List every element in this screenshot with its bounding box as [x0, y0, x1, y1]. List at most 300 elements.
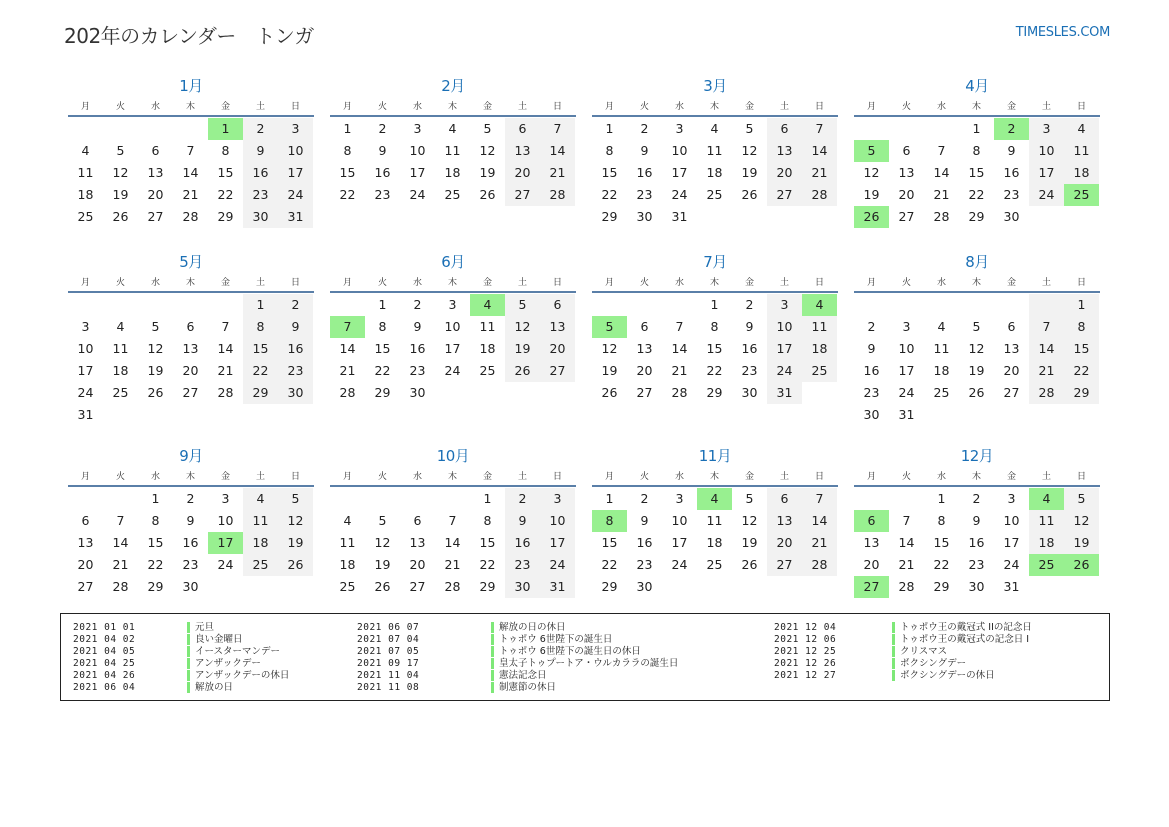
day-cell: 1 [243, 294, 278, 316]
day-cell: 12 [147, 341, 164, 356]
day-cell: 14 [671, 341, 688, 356]
day-cell: 25 [933, 385, 950, 400]
day-cell: 9 [1007, 143, 1016, 158]
day-cell: 15 [1064, 338, 1099, 360]
day-cell: 8 [710, 319, 719, 334]
empty-cell [854, 294, 889, 316]
empty-cell [1029, 294, 1064, 316]
day-cell: 29 [1064, 382, 1099, 404]
day-cell: 14 [933, 165, 950, 180]
day-cell: 29 [479, 579, 496, 594]
day-cell: 9 [278, 316, 313, 338]
day-cell: 13 [77, 535, 94, 550]
day-cell: 28 [1029, 382, 1064, 404]
weekday-label: 日 [552, 102, 562, 112]
day-cell: 12 [278, 510, 313, 532]
day-cell: 6 [767, 118, 802, 140]
day-cell: 19 [741, 165, 758, 180]
day-cell: 9 [243, 140, 278, 162]
day-cell: 19 [863, 187, 880, 202]
weekday-header [854, 273, 1100, 293]
empty-cell [924, 404, 959, 426]
day-cell: 11 [1064, 140, 1099, 162]
weekday-label: 金 [1006, 102, 1016, 112]
day-cell: 23 [505, 554, 540, 576]
day-cell: 7 [937, 143, 946, 158]
day-cell: 24 [1029, 184, 1064, 206]
day-cell: 10 [409, 143, 426, 158]
day-cell: 8 [221, 143, 230, 158]
day-cell: 28 [217, 385, 234, 400]
day-cell: 25 [802, 360, 837, 382]
day-cell: 30 [243, 206, 278, 228]
weekday-label: 土 [517, 472, 527, 482]
day-cell: 25 [479, 363, 496, 378]
page-title: 202年のカレンダー トンガ [64, 24, 314, 48]
day-cell: 19 [374, 557, 391, 572]
month-calendar [854, 75, 1100, 228]
day-cell: 13 [636, 341, 653, 356]
day-cell: 19 [1064, 532, 1099, 554]
day-cell: 20 [898, 187, 915, 202]
day-cell: 22 [601, 187, 618, 202]
day-cell: 8 [243, 316, 278, 338]
day-cell: 1 [605, 121, 614, 136]
holiday-date: 2021 12 26 [774, 657, 837, 669]
weekday-label: 火 [115, 278, 125, 288]
empty-cell [1064, 206, 1099, 228]
day-cell: 6 [540, 294, 575, 316]
day-cell: 28 [802, 554, 837, 576]
day-cell: 27 [767, 554, 802, 576]
day-cell: 18 [479, 341, 496, 356]
weekday-label: 木 [447, 472, 457, 482]
day-cell: 2 [186, 491, 195, 506]
weekday-label: 火 [639, 278, 649, 288]
day-cell: 13 [898, 165, 915, 180]
day-cell: 3 [81, 319, 90, 334]
empty-cell [103, 404, 138, 426]
empty-cell [540, 382, 575, 404]
day-cell: 16 [741, 341, 758, 356]
day-cell: 6 [81, 513, 90, 528]
day-cell: 1 [1064, 294, 1099, 316]
weekday-label: 日 [1076, 102, 1086, 112]
weekday-label: 火 [377, 278, 387, 288]
day-cell: 14 [444, 535, 461, 550]
month-title: 9月 [179, 447, 203, 465]
holiday-name: トゥポウ王の戴冠式 IIの記念日 [892, 622, 1032, 633]
weekday-label: 月 [866, 278, 876, 288]
day-cell: 7 [675, 319, 684, 334]
days-grid [68, 118, 314, 228]
day-cell: 24 [1003, 557, 1020, 572]
day-cell: 25 [339, 579, 356, 594]
day-cell: 26 [505, 360, 540, 382]
day-cell: 26 [741, 187, 758, 202]
day-cell: 17 [77, 363, 94, 378]
holiday-date: 2021 06 04 [73, 681, 136, 693]
day-cell: 19 [601, 363, 618, 378]
day-cell: 18 [444, 165, 461, 180]
day-cell: 22 [1064, 360, 1099, 382]
day-cell: 18 [933, 363, 950, 378]
month-calendar [592, 251, 838, 404]
day-cell: 6 [854, 510, 889, 532]
day-cell: 18 [1064, 162, 1099, 184]
weekday-label: 土 [255, 472, 265, 482]
day-cell: 6 [151, 143, 160, 158]
day-cell: 2 [413, 297, 422, 312]
day-cell: 20 [182, 363, 199, 378]
day-cell: 7 [540, 118, 575, 140]
empty-cell [68, 118, 103, 140]
day-cell: 3 [902, 319, 911, 334]
day-cell: 8 [151, 513, 160, 528]
weekday-header [68, 273, 314, 293]
weekday-header [854, 97, 1100, 117]
day-cell: 4 [1029, 488, 1064, 510]
day-cell: 14 [802, 510, 837, 532]
day-cell: 23 [278, 360, 313, 382]
day-cell: 24 [278, 184, 313, 206]
day-cell: 22 [706, 363, 723, 378]
weekday-header [68, 467, 314, 487]
day-cell: 4 [802, 294, 837, 316]
day-cell: 28 [671, 385, 688, 400]
day-cell: 7 [902, 513, 911, 528]
month-title: 4月 [965, 77, 989, 95]
days-grid [592, 118, 838, 228]
month-title: 12月 [960, 447, 994, 465]
holiday-date-column [73, 621, 135, 693]
day-cell: 16 [636, 165, 653, 180]
weekday-label: 土 [779, 278, 789, 288]
weekday-label: 水 [674, 102, 684, 112]
day-cell: 4 [243, 488, 278, 510]
weekday-label: 木 [185, 278, 195, 288]
day-cell: 10 [77, 341, 94, 356]
weekday-label: 金 [220, 278, 230, 288]
holiday-date-column [357, 621, 419, 693]
day-cell: 30 [863, 407, 880, 422]
weekday-label: 月 [80, 278, 90, 288]
day-cell: 5 [745, 121, 754, 136]
empty-cell [103, 488, 138, 510]
day-cell: 16 [1003, 165, 1020, 180]
weekday-label: 月 [604, 472, 614, 482]
holiday-date: 2021 12 27 [774, 669, 837, 681]
day-cell: 17 [409, 165, 426, 180]
day-cell: 3 [448, 297, 457, 312]
day-cell: 25 [77, 209, 94, 224]
holiday-name: 皇太子トゥプートア・ウルカララの誕生日 [491, 658, 678, 669]
day-cell: 26 [374, 579, 391, 594]
days-grid [68, 488, 314, 598]
day-cell: 13 [863, 535, 880, 550]
day-cell: 26 [601, 385, 618, 400]
day-cell: 29 [243, 382, 278, 404]
day-cell: 6 [640, 319, 649, 334]
empty-cell [330, 294, 365, 316]
day-cell: 13 [505, 140, 540, 162]
weekday-label: 火 [377, 472, 387, 482]
day-cell: 26 [854, 206, 889, 228]
month-title: 1月 [179, 77, 203, 95]
day-cell: 13 [147, 165, 164, 180]
empty-cell [802, 576, 837, 598]
day-cell: 23 [636, 557, 653, 572]
day-cell: 26 [147, 385, 164, 400]
day-cell: 28 [112, 579, 129, 594]
day-cell: 3 [675, 491, 684, 506]
day-cell: 9 [505, 510, 540, 532]
day-cell: 1 [937, 491, 946, 506]
weekday-label: 土 [1041, 472, 1051, 482]
empty-cell [592, 294, 627, 316]
day-cell: 7 [221, 319, 230, 334]
day-cell: 1 [483, 491, 492, 506]
month-calendar [68, 75, 314, 228]
day-cell: 25 [706, 557, 723, 572]
day-cell: 22 [933, 557, 950, 572]
day-cell: 17 [540, 532, 575, 554]
day-cell: 30 [182, 579, 199, 594]
site-logo[interactable]: TIMESLES.COM [1015, 25, 1110, 40]
day-cell: 8 [1064, 316, 1099, 338]
holiday-date: 2021 04 26 [73, 669, 136, 681]
day-cell: 1 [208, 118, 243, 140]
day-cell: 14 [112, 535, 129, 550]
holiday-date: 2021 04 02 [73, 633, 136, 645]
day-cell: 14 [540, 140, 575, 162]
day-cell: 15 [339, 165, 356, 180]
day-cell: 12 [968, 341, 985, 356]
day-cell: 21 [217, 363, 234, 378]
day-cell: 31 [767, 382, 802, 404]
day-cell: 10 [898, 341, 915, 356]
day-cell: 3 [767, 294, 802, 316]
holiday-list [60, 613, 1110, 701]
weekday-label: 土 [779, 102, 789, 112]
empty-cell [767, 576, 802, 598]
day-cell: 13 [182, 341, 199, 356]
holiday-date: 2021 06 07 [357, 621, 420, 633]
day-cell: 12 [741, 143, 758, 158]
day-cell: 10 [444, 319, 461, 334]
day-cell: 4 [343, 513, 352, 528]
weekday-label: 火 [901, 472, 911, 482]
day-cell: 3 [221, 491, 230, 506]
day-cell: 30 [505, 576, 540, 598]
weekday-label: 金 [482, 102, 492, 112]
weekday-label: 金 [744, 102, 754, 112]
day-cell: 16 [374, 165, 391, 180]
day-cell: 16 [636, 535, 653, 550]
weekday-label: 金 [1006, 472, 1016, 482]
day-cell: 21 [933, 187, 950, 202]
day-cell: 20 [636, 363, 653, 378]
day-cell: 17 [208, 532, 243, 554]
weekday-label: 水 [150, 278, 160, 288]
holiday-date: 2021 04 25 [73, 657, 136, 669]
day-cell: 11 [243, 510, 278, 532]
weekday-header [330, 467, 576, 487]
weekday-label: 月 [80, 472, 90, 482]
day-cell: 24 [409, 187, 426, 202]
day-cell: 11 [706, 513, 723, 528]
day-cell: 21 [1029, 360, 1064, 382]
holiday-name: アンザックデーの休日 [187, 670, 289, 681]
empty-cell [138, 404, 173, 426]
day-cell: 11 [112, 341, 129, 356]
holiday-date: 2021 01 01 [73, 621, 136, 633]
day-cell: 17 [671, 165, 688, 180]
month-calendar [854, 251, 1100, 426]
empty-cell [173, 118, 208, 140]
day-cell: 9 [972, 513, 981, 528]
days-grid [330, 118, 576, 206]
empty-cell [208, 294, 243, 316]
day-cell: 20 [767, 162, 802, 184]
day-cell: 6 [902, 143, 911, 158]
empty-cell [767, 206, 802, 228]
day-cell: 13 [767, 140, 802, 162]
day-cell: 6 [505, 118, 540, 140]
day-cell: 23 [1003, 187, 1020, 202]
day-cell: 18 [1029, 532, 1064, 554]
day-cell: 8 [972, 143, 981, 158]
day-cell: 31 [671, 209, 688, 224]
day-cell: 23 [636, 187, 653, 202]
weekday-label: 日 [552, 472, 562, 482]
day-cell: 14 [898, 535, 915, 550]
day-cell: 7 [186, 143, 195, 158]
day-cell: 21 [802, 532, 837, 554]
weekday-label: 木 [971, 102, 981, 112]
weekday-label: 日 [814, 102, 824, 112]
day-cell: 5 [745, 491, 754, 506]
day-cell: 19 [112, 187, 129, 202]
day-cell: 14 [802, 140, 837, 162]
day-cell: 3 [675, 121, 684, 136]
weekday-label: 水 [412, 102, 422, 112]
day-cell: 11 [77, 165, 94, 180]
day-cell: 30 [741, 385, 758, 400]
day-cell: 11 [479, 319, 496, 334]
day-cell: 2 [745, 297, 754, 312]
holiday-name: ボクシングデーの休日 [892, 670, 995, 681]
weekday-header [330, 273, 576, 293]
weekday-label: 水 [936, 278, 946, 288]
day-cell: 4 [937, 319, 946, 334]
day-cell: 17 [767, 338, 802, 360]
day-cell: 18 [77, 187, 94, 202]
day-cell: 13 [540, 316, 575, 338]
day-cell: 29 [601, 579, 618, 594]
day-cell: 3 [1007, 491, 1016, 506]
days-grid [330, 488, 576, 598]
weekday-label: 水 [150, 472, 160, 482]
day-cell: 21 [112, 557, 129, 572]
weekday-label: 月 [604, 278, 614, 288]
day-cell: 1 [710, 297, 719, 312]
day-cell: 13 [767, 510, 802, 532]
day-cell: 10 [671, 143, 688, 158]
empty-cell [854, 118, 889, 140]
day-cell: 29 [601, 209, 618, 224]
day-cell: 23 [374, 187, 391, 202]
day-cell: 2 [867, 319, 876, 334]
day-cell: 31 [898, 407, 915, 422]
weekday-label: 金 [482, 278, 492, 288]
day-cell: 15 [374, 341, 391, 356]
day-cell: 16 [243, 162, 278, 184]
day-cell: 4 [697, 488, 732, 510]
weekday-label: 土 [255, 278, 265, 288]
weekday-header [854, 467, 1100, 487]
holiday-name: クリスマス [892, 646, 947, 657]
day-cell: 4 [1064, 118, 1099, 140]
days-grid [854, 118, 1100, 228]
day-cell: 14 [217, 341, 234, 356]
empty-cell [470, 382, 505, 404]
day-cell: 8 [378, 319, 387, 334]
month-title: 11月 [698, 447, 732, 465]
day-cell: 27 [1003, 385, 1020, 400]
weekday-label: 木 [971, 278, 981, 288]
day-cell: 9 [413, 319, 422, 334]
weekday-label: 金 [482, 472, 492, 482]
holiday-name: アンザックデー [187, 658, 261, 669]
day-cell: 28 [540, 184, 575, 206]
empty-cell [103, 118, 138, 140]
weekday-header [68, 97, 314, 117]
day-cell: 15 [217, 165, 234, 180]
day-cell: 2 [278, 294, 313, 316]
empty-cell [662, 294, 697, 316]
holiday-name: 憲法記念日 [491, 670, 547, 681]
empty-cell [1029, 404, 1064, 426]
day-cell: 5 [151, 319, 160, 334]
holiday-name: トゥポウ 6世陛下の誕生日 [491, 634, 612, 645]
day-cell: 29 [217, 209, 234, 224]
day-cell: 23 [741, 363, 758, 378]
empty-cell [208, 404, 243, 426]
day-cell: 29 [374, 385, 391, 400]
weekday-label: 水 [412, 472, 422, 482]
weekday-label: 木 [709, 472, 719, 482]
day-cell: 11 [1029, 510, 1064, 532]
weekday-label: 火 [901, 102, 911, 112]
day-cell: 5 [378, 513, 387, 528]
day-cell: 5 [972, 319, 981, 334]
holiday-date: 2021 12 25 [774, 645, 837, 657]
day-cell: 12 [112, 165, 129, 180]
day-cell: 3 [1029, 118, 1064, 140]
day-cell: 18 [706, 535, 723, 550]
day-cell: 15 [968, 165, 985, 180]
day-cell: 23 [182, 557, 199, 572]
weekday-label: 月 [866, 102, 876, 112]
day-cell: 17 [444, 341, 461, 356]
day-cell: 4 [81, 143, 90, 158]
day-cell: 30 [1003, 209, 1020, 224]
day-cell: 26 [1064, 554, 1099, 576]
empty-cell [1064, 576, 1099, 598]
weekday-label: 火 [377, 102, 387, 112]
month-title: 8月 [965, 253, 989, 271]
